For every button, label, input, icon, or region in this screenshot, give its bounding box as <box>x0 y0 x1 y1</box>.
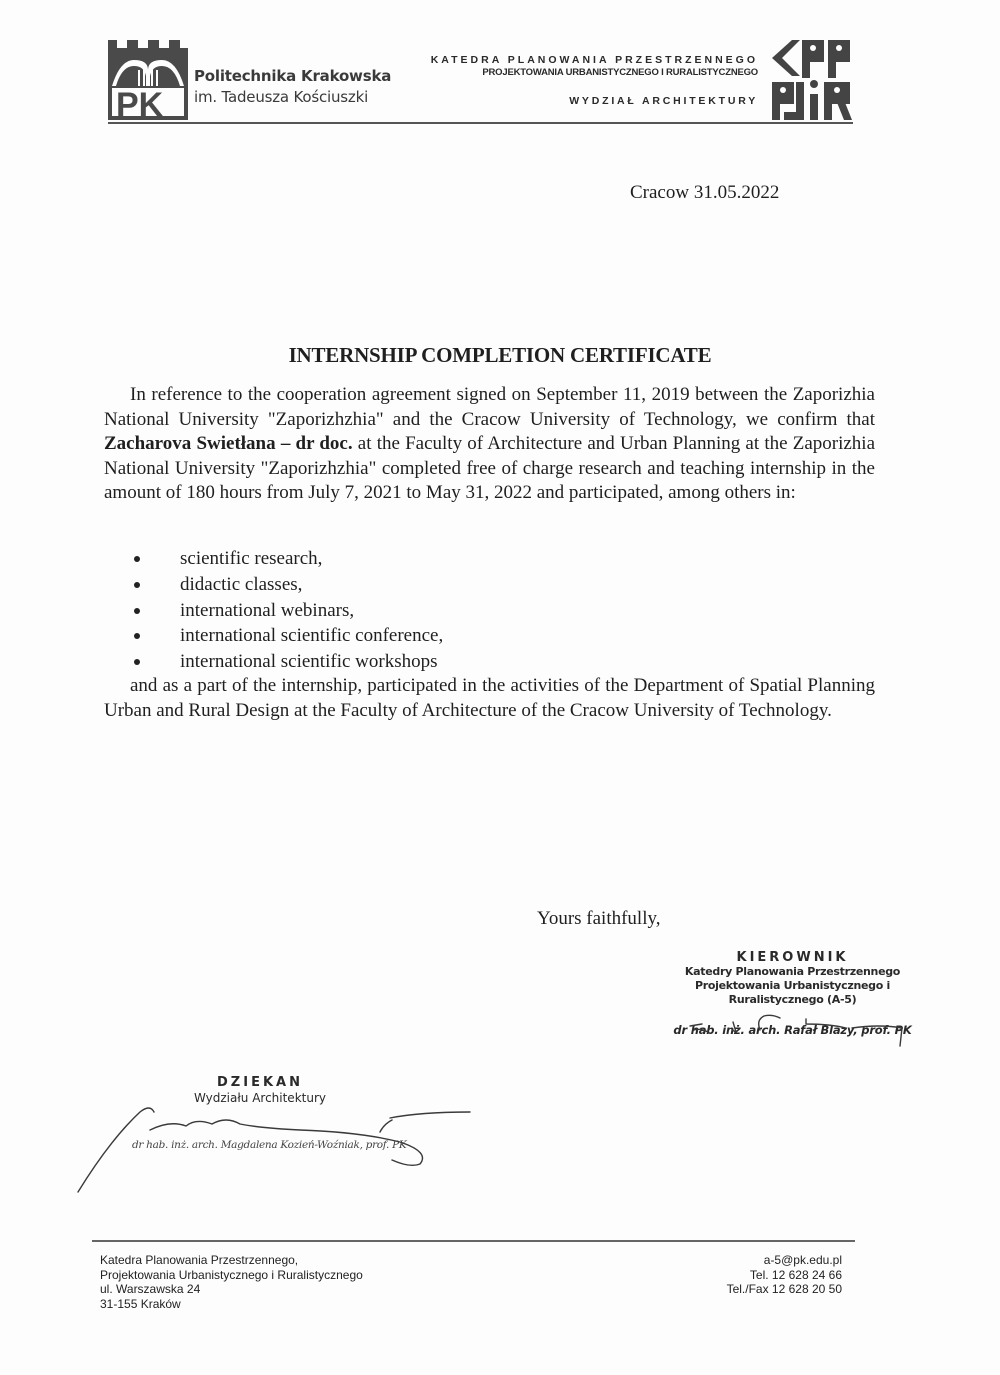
faculty-name: WYDZIAŁ ARCHITEKTURY <box>569 95 758 107</box>
head-dept-line3: Ruralistycznego (A-5) <box>728 993 857 1006</box>
footer-fax: Tel./Fax 12 628 20 50 <box>726 1282 842 1296</box>
list-item: international scientific conference, <box>130 623 443 649</box>
department-header <box>431 54 758 107</box>
footer-phone: Tel. 12 628 24 66 <box>749 1267 842 1282</box>
list-item: didactic classes, <box>130 572 443 598</box>
footer-contact <box>727 1253 842 1297</box>
head-dept-line1: Katedry Planowania Przestrzennego <box>684 965 901 978</box>
head-dept-line2: Projektowania Urbanistycznego i <box>694 979 891 992</box>
body-paragraph-1 <box>104 383 875 506</box>
body-paragraph-2: and as a part of the internship, participated in the activities of the Department of Spatial Planning Urban and Rural Design at the Faculty of Architecture of the Cracow University of Technology. <box>104 675 875 721</box>
list-item: scientific research, <box>130 546 443 572</box>
certificate-title: INTERNSHIP COMPLETION CERTIFICATE <box>288 343 712 367</box>
activities-list <box>130 546 443 675</box>
closing-salutation: Yours faithfully, <box>537 908 661 929</box>
bullet-icon <box>134 608 140 614</box>
footer-address: Katedra Planowania Przestrzennego, Projektowania Urbanistycznego i Ruralistycznego ul. Warszawska 24 31-155 Kraków <box>100 1253 363 1311</box>
letter-date: Cracow 31.05.2022 <box>630 182 780 203</box>
list-item: international scientific workshops <box>130 649 443 675</box>
dean-role: DZIEKAN <box>217 1075 303 1090</box>
department-logo-icon <box>770 38 854 122</box>
university-name-line1: Politechnika Krakowska <box>194 67 392 85</box>
paragraph-1-details: at the Faculty of Architecture and Urban Planning at the Zaporizhia National University "Zaporizhzhia" completed free of charge research and teaching internship in the amount of 180 hours from July 7, 2021 to May 31, 2022 and participated, among others in: <box>104 433 876 504</box>
department-name-line2: PROJEKTOWANIA URBANISTYCZNEGO I RURALISTYCZNEGO <box>482 67 758 78</box>
dean-dept: Wydziału Architektury <box>194 1091 326 1105</box>
bullet-icon <box>134 633 140 639</box>
bullet-icon <box>134 556 140 562</box>
pk-university-logo-icon <box>108 40 188 120</box>
paragraph-1-intro: In reference to the cooperation agreement signed on September 11, 2019 between the Zaporizhia National University "Zaporizhzhia" and the Cracow University of Technology, we confirm that <box>104 384 875 430</box>
dean-name: dr hab. inż. arch. Magdalena Kozień-Woźniak, prof. PK <box>132 1139 407 1151</box>
university-name-line2: im. Tadeusza Kościuszki <box>194 88 369 106</box>
head-name: dr hab. inż. arch. Rafał Blazy, prof. PK <box>673 1023 912 1037</box>
footer-divider <box>92 1240 855 1242</box>
bullet-icon <box>134 582 140 588</box>
head-of-department-stamp <box>660 950 925 1037</box>
dean-stamp <box>160 1075 360 1106</box>
bullet-icon <box>134 659 140 665</box>
university-name <box>194 66 391 108</box>
intern-name: Zacharova Swietłana – dr doc. <box>104 433 353 455</box>
list-item: international webinars, <box>130 598 443 624</box>
svg-text:PK: PK <box>116 86 164 120</box>
head-role: KIEROWNIK <box>736 950 849 965</box>
header-divider <box>108 122 853 124</box>
department-name-line1: KATEDRA PLANOWANIA PRZESTRZENNEGO <box>430 54 758 66</box>
footer-email[interactable]: a-5@pk.edu.pl <box>763 1253 842 1267</box>
